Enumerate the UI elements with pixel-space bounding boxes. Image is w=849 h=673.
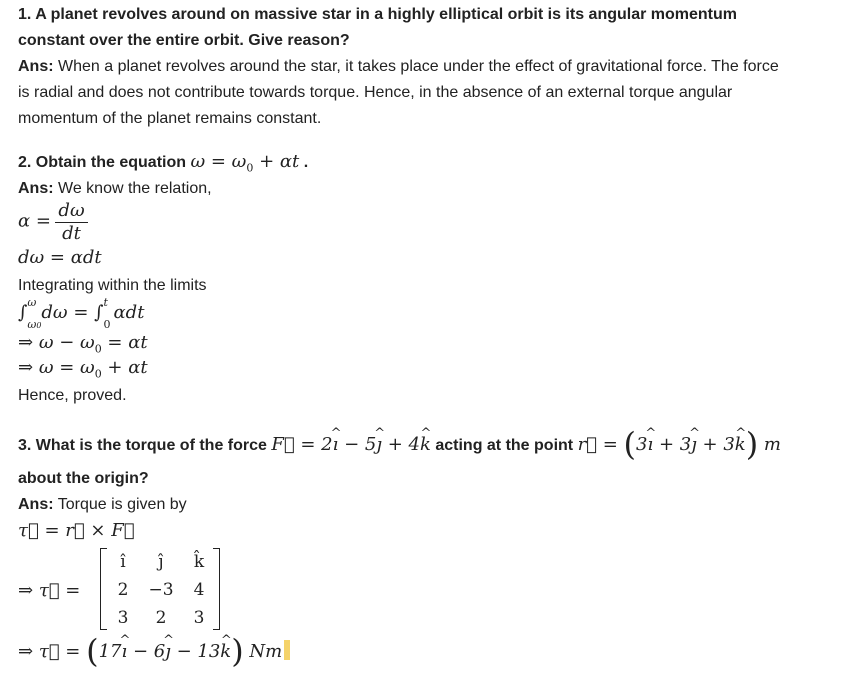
q1-question-line1: 1. A planet revolves around on massive star in a highly elliptical orbit is its angular momentum	[18, 6, 737, 23]
q1-answer-line2: is radial and does not contribute towards torque. Hence, in the absence of an external torque angular	[18, 84, 733, 101]
matrix-cell: 2	[155, 608, 167, 628]
matrix-cell: 3	[117, 608, 129, 628]
q2-question-eq: $\omega = \omega_0 + \alpha t$	[190, 151, 300, 175]
matrix-cell: 3	[193, 608, 205, 628]
q3-ans-label: Ans:	[18, 496, 54, 513]
q2-answer-intro-text: We know the relation,	[53, 180, 212, 197]
q3-question-mid: acting at the point	[435, 437, 574, 454]
matrix-cell: −3	[148, 580, 174, 600]
q3-torque-def: τ⃗ = r⃗ × F⃗	[18, 520, 135, 541]
q3-matrix-lhs: ⇒ τ⃗ =	[18, 580, 81, 601]
q3-determinant	[100, 548, 220, 630]
matrix-cell: k̂	[193, 552, 205, 572]
q3-question-prefix: 3. What is the torque of the force	[18, 437, 267, 454]
q2-integrating: Integrating within the limits	[18, 277, 207, 294]
q2-frac-lhs: α =	[18, 210, 51, 232]
q3-answer-intro	[18, 494, 187, 516]
q2-question-prefix: 2. Obtain the equation	[18, 154, 187, 171]
matrix-cell: î	[120, 552, 126, 572]
q2-answer-intro	[18, 178, 212, 200]
q3-answer-intro-text: Torque is given by	[53, 496, 187, 513]
q3-point-eq: r⃗ = (3ı ^ + 3ȷ ^ + 3k ^) m	[578, 434, 781, 455]
q3-force-eq: F⃗ = 2ı ^ − 5ȷ ^ + 4k ^	[271, 434, 431, 455]
matrix-cell: ĵ	[158, 552, 164, 572]
matrix-cell: 4	[193, 580, 205, 600]
q2-step2: ⇒ $\omega = \omega_0 + \alpha t$	[18, 357, 148, 381]
matrix-cell: 2	[117, 580, 129, 600]
q3-result: ⇒ τ⃗ = (17ı ^ − 6ȷ ^ − 13k ^) Nm	[18, 640, 290, 663]
q2-question-suffix: .	[303, 154, 309, 171]
q2-question	[18, 151, 308, 180]
q1-question-line2: constant over the entire orbit. Give reason?	[18, 32, 350, 49]
q2-conclusion: Hence, proved.	[18, 387, 127, 404]
q2-step1: ⇒ $\omega - \omega_0 = \alpha t$	[18, 332, 148, 356]
q1-ans-label: Ans:	[18, 58, 54, 75]
q2-integral-eq: ∫ ω ω0 dω = ∫ t 0 αdt	[18, 296, 145, 331]
q1-answer-line1	[18, 56, 779, 78]
q3-question-line1	[18, 425, 781, 463]
q1-answer-line3: momentum of the planet remains constant.	[18, 110, 322, 127]
q2-frac-den: dt	[62, 223, 81, 244]
q2-eq-dw: dω = αdt	[18, 247, 102, 268]
q2-fraction	[55, 200, 87, 245]
q1-answer-text1: When a planet revolves around the star, it takes place under the effect of gravitational force. The force	[53, 58, 779, 75]
q2-frac-num: dω	[55, 200, 87, 223]
q2-fraction-eq	[18, 200, 88, 245]
q2-ans-label: Ans:	[18, 180, 54, 197]
q3-question-line2: about the origin?	[18, 470, 149, 487]
text-cursor-highlight	[284, 640, 290, 660]
